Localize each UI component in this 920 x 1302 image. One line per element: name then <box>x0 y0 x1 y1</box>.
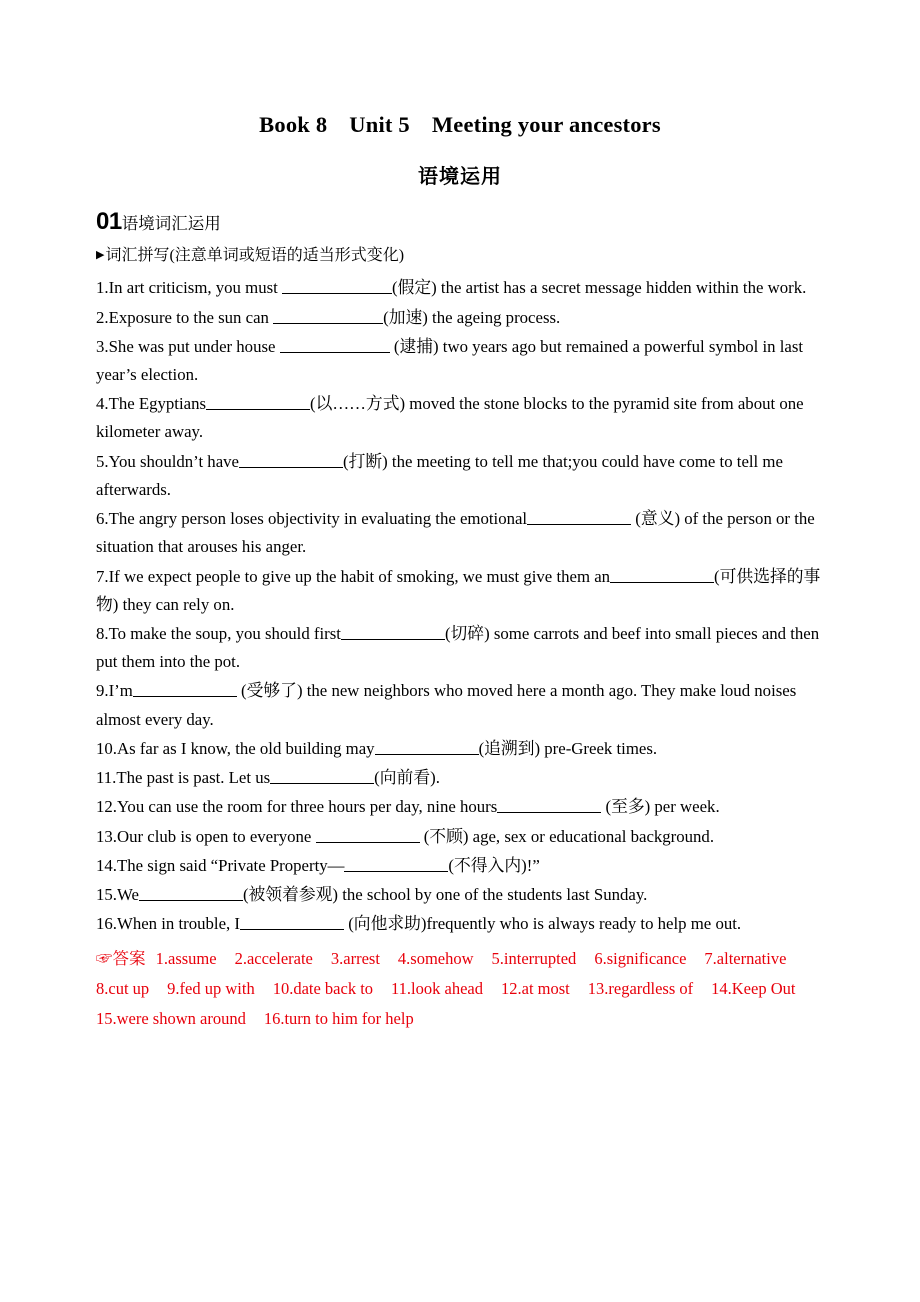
answer-item: 2.accelerate <box>234 949 313 969</box>
answer-blank[interactable] <box>375 738 479 755</box>
question-text-before: You shouldn’t have <box>108 451 239 471</box>
question-hint: (加速) <box>383 307 428 327</box>
answer-blank[interactable] <box>316 826 420 843</box>
question-number: 13. <box>96 826 117 846</box>
question-item <box>96 764 824 792</box>
answer-item: 12.at most <box>501 979 570 999</box>
question-item <box>96 563 824 619</box>
question-text-after: !” <box>526 855 540 875</box>
question-item <box>96 677 824 733</box>
question-text-after: the meeting to tell me that;you could have come to tell me afterwards. <box>96 451 783 499</box>
question-hint: (切碎) <box>444 623 490 643</box>
answer-item: 9.fed up with <box>167 979 255 999</box>
question-number: 15. <box>96 884 117 904</box>
question-item <box>96 793 824 821</box>
question-item <box>96 304 824 332</box>
question-text-before: I’m <box>108 681 133 701</box>
answer-blank[interactable] <box>240 913 344 930</box>
question-list <box>96 274 824 938</box>
question-text-before: As far as I know, the old building may <box>116 738 375 758</box>
question-hint: (至多) <box>601 797 651 817</box>
question-number: 10. <box>96 738 117 758</box>
answer-item: 10.date back to <box>272 979 374 999</box>
question-hint: (追溯到) <box>478 738 541 758</box>
answer-blank[interactable] <box>610 566 714 583</box>
question-text-after: age, sex or educational background. <box>468 826 715 846</box>
answer-item: 7.alternative <box>704 949 787 969</box>
question-text-after: some carrots and beef into small pieces and then put them into the pot. <box>96 623 820 672</box>
question-text-before: She was put under house <box>108 336 280 356</box>
question-text-after: . <box>435 768 440 788</box>
question-text-before: To make the soup, you should first <box>108 623 341 643</box>
question-text-after: the new neighbors who moved here a month ago. They make loud noises almost every day. <box>96 681 797 729</box>
block-number: 01 <box>96 207 122 235</box>
question-item <box>96 333 824 389</box>
question-hint: (意义) <box>631 509 681 529</box>
answer-blank[interactable] <box>239 451 343 468</box>
question-item <box>96 881 824 909</box>
answer-marker-icon: ☞ <box>96 949 113 969</box>
question-number: 5. <box>96 451 109 471</box>
answer-blank[interactable] <box>527 508 631 525</box>
answer-blank[interactable] <box>282 277 392 294</box>
question-item <box>96 390 824 446</box>
section-title: 语境运用 <box>418 165 502 188</box>
answer-item: 4.somehow <box>397 949 474 969</box>
question-text-after: of the person or the situation that arouses his anger. <box>96 509 815 557</box>
question-hint: (打断) <box>342 451 388 471</box>
question-item <box>96 505 824 561</box>
question-number: 11. <box>96 768 117 788</box>
answer-item: 5.interrupted <box>491 949 577 969</box>
answer-item: 3.arrest <box>330 949 380 969</box>
page-title <box>96 108 824 142</box>
question-hint: (逮捕) <box>389 336 439 356</box>
answer-blank[interactable] <box>139 884 243 901</box>
sub-heading <box>96 244 824 268</box>
question-text-after: pre-Greek times. <box>540 738 658 758</box>
title-unit: Unit 5 <box>349 112 410 137</box>
question-number: 16. <box>96 914 117 934</box>
question-text-after: moved the stone blocks to the pyramid site from about one kilometer away. <box>96 394 804 442</box>
block-label: 语境词汇运用 <box>121 213 221 233</box>
triangle-bullet-icon: ▶ <box>96 249 105 262</box>
answer-item: 14.Keep Out <box>711 979 796 999</box>
question-number: 8. <box>96 623 109 643</box>
question-number: 1. <box>96 278 109 298</box>
question-hint: (向他求助) <box>344 914 427 934</box>
question-hint: (以……方式) <box>310 394 406 414</box>
answer-blank[interactable] <box>280 336 390 353</box>
question-text-before: In art criticism, you must <box>108 278 282 298</box>
question-item <box>96 852 824 880</box>
question-number: 14. <box>96 855 117 875</box>
question-number: 12. <box>96 797 117 817</box>
title-topic: Meeting your ancestors <box>431 112 661 137</box>
question-text-after: the school by one of the students last Sunday. <box>338 884 648 904</box>
question-text-before: The angry person loses objectivity in evaluating the emotional <box>108 509 528 529</box>
question-item <box>96 823 824 851</box>
question-item <box>96 735 824 763</box>
title-book: Book 8 <box>259 112 328 137</box>
question-text-after: per week. <box>650 797 720 817</box>
question-item <box>96 274 824 302</box>
answer-blank[interactable] <box>341 623 445 640</box>
question-hint: (不得入内) <box>448 855 527 875</box>
answer-blank[interactable] <box>206 393 310 410</box>
question-text-before: When in trouble, I <box>116 914 241 934</box>
question-hint: (假定) <box>391 278 437 298</box>
question-text-before: Exposure to the sun can <box>108 307 274 327</box>
answer-blank[interactable] <box>270 767 374 784</box>
question-text-after: they can rely on. <box>118 594 235 614</box>
question-number: 3. <box>96 336 109 356</box>
question-text-before: You can use the room for three hours per day, nine hours <box>116 797 498 817</box>
question-text-after: the artist has a secret message hidden within the work. <box>436 278 807 298</box>
question-text-after: the ageing process. <box>427 307 561 327</box>
question-text-after: frequently who is always ready to help me out. <box>426 914 742 934</box>
question-text-before: The sign said “Private Property— <box>116 855 345 875</box>
question-number: 6. <box>96 509 109 529</box>
answer-item: 6.significance <box>594 949 687 969</box>
answer-blank[interactable] <box>344 855 448 872</box>
exercise-block-heading <box>96 205 824 239</box>
question-text-before: If we expect people to give up the habit of smoking, we must give them an <box>108 566 611 586</box>
answer-blank[interactable] <box>497 796 601 813</box>
question-number: 7. <box>96 566 109 586</box>
question-text-before: The past is past. Let us <box>116 768 271 788</box>
question-text-before: Our club is open to everyone <box>116 826 316 846</box>
answer-item: 1.assume <box>155 949 217 969</box>
question-hint: (受够了) <box>236 681 303 701</box>
question-text-before: The Egyptians <box>108 394 206 414</box>
question-hint: (被领着参观) <box>242 884 339 904</box>
answer-blank[interactable] <box>133 680 237 697</box>
answer-item: 16.turn to him for help <box>263 1009 414 1029</box>
question-hint: (不顾) <box>419 826 469 846</box>
answer-item: 11.look ahead <box>391 979 483 999</box>
answer-item: 13.regardless of <box>587 979 694 999</box>
answer-item: 15.were shown around <box>96 1009 246 1029</box>
question-text-before: We <box>116 884 139 904</box>
question-hint: (向前看) <box>374 768 436 788</box>
question-item <box>96 448 824 504</box>
answer-blank[interactable] <box>273 307 383 324</box>
question-number: 2. <box>96 307 109 327</box>
question-number: 9. <box>96 681 109 701</box>
answer-key-label: 答案 <box>112 949 146 969</box>
question-text-after: two years ago but remained a powerful symbol in last year’s election. <box>96 336 804 384</box>
question-item <box>96 910 824 938</box>
answer-key <box>96 944 824 1034</box>
sub-heading-text: 词汇拼写(注意单词或短语的适当形式变化) <box>105 247 405 265</box>
question-hint: (可供选择的事物) <box>96 566 821 614</box>
question-item <box>96 620 824 676</box>
question-number: 4. <box>96 394 109 414</box>
answer-item: 8.cut up <box>96 979 150 999</box>
